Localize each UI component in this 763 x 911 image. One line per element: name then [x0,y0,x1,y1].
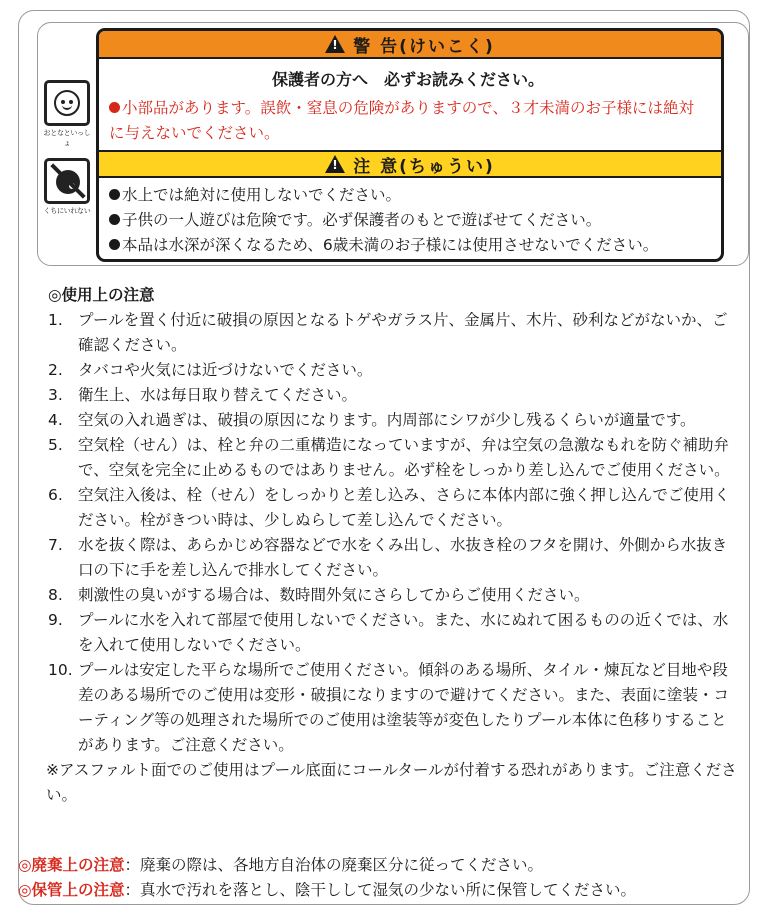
item-text: プールを置く付近に破損の原因となるトゲやガラス片、金属片、木片、砂利などがないか、ご確認ください。 [78,311,728,354]
warning-heading: 保護者の方へ 必ずお読みください。 [271,70,544,89]
caution-item [109,183,713,208]
item-number: 8. [48,586,63,604]
warning-text [109,96,707,146]
caution-title-bar [99,150,721,178]
item-number: 2. [48,361,63,379]
caution-item [109,233,713,258]
usage-item [48,308,738,358]
caution-item-text: 子供の一人遊びは危険です。必ず保護者のもとで遊ばせてください。 [122,211,602,229]
item-text: 空気の入れ過ぎは、破損の原因になります。内周部にシワが少し残るくらいが適量です。 [78,411,696,429]
usage-item [48,483,738,533]
usage-item [48,658,738,758]
warning-text-content: 小部品があります。誤飲・窒息の危険がありますので、３才未満のお子様には絶対に与えないでください。 [109,99,694,142]
red-bullet-icon [109,102,120,113]
item-number: 5. [48,436,63,454]
caution-item-text: 水上では絶対に使用しないでください。 [122,186,402,204]
usage-item [48,608,738,658]
disposal-label: ◎廃棄上の注意 [18,856,125,874]
item-number: 7. [48,536,63,554]
icon-caption-no-mouth: くちにいれない [43,207,91,215]
caution-item [109,208,713,233]
warning-title: 警 告(けいこく) [353,36,495,57]
safety-icon-column [42,80,92,226]
warning-title-bar [99,31,721,59]
bullet-icon [109,189,120,200]
warning-panel [96,28,724,262]
storage-label: ◎保管上の注意 [18,881,125,899]
icon-caption-together: おとなといっしょ [43,129,91,147]
item-text: プールに水を入れて部屋で使用しないでください。また、水にぬれて困るものの近くでは、水を入れて使用しないでください。 [78,611,729,654]
usage-item [48,583,738,608]
item-text: 空気注入後は、栓（せん）をしっかりと差し込み、さらに本体内部に強く押し込んでご使用ください。栓がきつい時は、少しぬらして差し込んでください。 [78,486,730,529]
bullet-icon [109,214,120,225]
usage-item [48,358,738,383]
warning-triangle-icon [325,35,345,53]
item-number: 9. [48,611,63,629]
usage-notes [48,283,738,808]
storage-text: ：真水で汚れを落とし、陰干しして湿気の少ない所に保管してください。 [124,881,637,899]
usage-item [48,383,738,408]
footer-notes [18,853,748,903]
item-number: 4. [48,411,63,429]
usage-item [48,533,738,583]
item-text: 刺激性の臭いがする場合は、数時間外気にさらしてからご使用ください。 [78,586,590,604]
disposal-line [18,853,748,878]
item-text: 水を抜く際は、あらかじめ容器などで水をくみ出し、水抜き栓のフタを開け、外側から水抜き口の下に手を差し込んで排水してください。 [78,536,728,579]
item-text: タバコや火気には近づけないでください。 [78,361,373,379]
smiling-face-icon [44,80,90,126]
item-text: 空気栓（せん）は、栓と弁の二重構造になっていますが、弁は空気の急激なもれを防ぐ補助弁で、空気を完全に止めるものではありません。必ず栓をしっかり差し込んでご使用ください。 [78,436,730,479]
item-number: 3. [48,386,63,404]
caution-item-text: 本品は水深が深くなるため、6歳未満のお子様には使用させないでください。 [122,236,659,254]
usage-item [48,433,738,483]
disposal-text: ：廃棄の際は、各地方自治体の廃棄区分に従ってください。 [124,856,544,874]
item-text: 衛生上、水は毎日取り替えてください。 [78,386,358,404]
bullet-icon [109,239,120,250]
item-text: プールは安定した平らな場所でご使用ください。傾斜のある場所、タイル・煉瓦など目地や段差のある場所でのご使用は変形・破損になりますので避けてください。また、表面に塗装・コーティング等の処理された場所でのご使用は塗装等が変色したりプール本体に色移りすることがあります。ご注意ください。 [78,661,730,754]
caution-triangle-icon [325,155,345,173]
caution-title: 注 意(ちゅうい) [353,156,495,177]
storage-line [18,878,748,903]
no-mouth-icon [44,158,90,204]
asphalt-note: ※アスファルト面でのご使用はプール底面にコールタールが付着する恐れがあります。ご注意ください。 [46,761,737,804]
item-number: 10. [48,661,73,679]
item-number: 1. [48,311,63,329]
item-number: 6. [48,486,63,504]
usage-title: ◎使用上の注意 [48,286,155,304]
usage-item [48,408,738,433]
